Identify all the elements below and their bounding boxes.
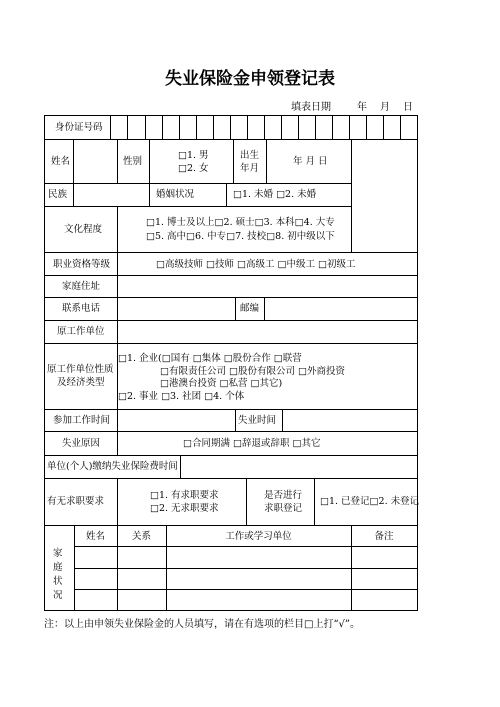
form-title: 失业保险金申领登记表 <box>165 69 335 89</box>
family-header-relation: 关系 <box>131 531 151 542</box>
gender-label: 性别 <box>123 156 143 167</box>
job-request-yes-option[interactable]: □1. 有求职要求 <box>150 490 219 501</box>
phone-label: 联系电话 <box>62 303 101 314</box>
footnote: 注：以上由申领失业保险金的人员填写，请在有选项的栏目□上打“√”。 <box>44 619 361 630</box>
family-label-char3: 状 <box>53 576 63 587</box>
fill-date-month: 月 <box>380 102 390 113</box>
family-header-note: 备注 <box>374 531 394 542</box>
address-label: 家庭住址 <box>62 281 101 292</box>
registration-label-line2: 求职登记 <box>264 503 303 514</box>
id-number-label: 身份证号码 <box>55 122 103 133</box>
employer-nature-row2[interactable]: □有限责任公司 □股份有限公司 □外商投资 <box>160 366 345 377</box>
fill-date-label: 填表日期 <box>291 102 331 113</box>
family-label-char2: 庭 <box>53 562 63 573</box>
gender-male-option[interactable]: □1. 男 <box>178 150 209 161</box>
qualification-options[interactable]: □高级技师 □技师 □高级工 □中级工 □初级工 <box>156 259 356 270</box>
family-label-char1: 家 <box>53 548 63 559</box>
education-options-line1[interactable]: □1. 博士及以上□2. 硕士□3. 本科□4. 大专 <box>146 217 335 228</box>
family-label-char4: 况 <box>53 590 63 601</box>
registration-label-line1: 是否进行 <box>264 490 303 501</box>
insurance-time-label: 单位(个人)缴纳失业保险费时间 <box>47 461 178 472</box>
job-request-label: 有无求职要求 <box>47 496 105 507</box>
employer-nature-label-line1: 原工作单位性质 <box>47 364 114 375</box>
unemploy-reason-label: 失业原因 <box>62 438 101 449</box>
name-label: 姓名 <box>51 156 71 167</box>
original-employer-label: 原工作单位 <box>57 326 105 337</box>
employer-nature-row1[interactable]: □1. 企业(□国有 □集体 □股份合作 □联营 <box>118 353 302 364</box>
employer-nature-label-line2: 及经济类型 <box>57 377 105 388</box>
birth-label-line2: 年月 <box>240 163 260 174</box>
education-options-line2[interactable]: □5. 高中□6. 中专□7. 技校□8. 初中级以下 <box>146 231 335 242</box>
birth-date-field[interactable]: 年 月 日 <box>293 156 328 167</box>
qualification-label: 职业资格等级 <box>53 259 111 270</box>
birth-label-line1: 出生 <box>240 150 260 161</box>
family-header-name: 姓名 <box>85 531 105 542</box>
ethnicity-label: 民族 <box>48 189 68 200</box>
unemploy-time-label: 失业时间 <box>238 415 277 426</box>
employer-nature-row4[interactable]: □2. 事业 □3. 社团 □4. 个体 <box>118 391 245 402</box>
postcode-label: 邮编 <box>240 303 260 314</box>
unemploy-reason-options[interactable]: □合同期满 □辞退或辞职 □其它 <box>183 438 321 449</box>
registration-options[interactable]: □1. 已登记□2. 未登记 <box>320 496 420 507</box>
employer-nature-row3[interactable]: □港澳台投资 □私营 □其它) <box>160 378 283 389</box>
fill-date-day: 日 <box>403 102 413 113</box>
job-request-no-option[interactable]: □2. 无求职要求 <box>150 503 219 514</box>
gender-female-option[interactable]: □2. 女 <box>178 163 209 174</box>
start-work-label: 参加工作时间 <box>53 415 111 426</box>
marital-label: 婚姻状况 <box>156 189 195 200</box>
fill-date-year: 年 <box>357 102 367 113</box>
marital-options[interactable]: □1. 未婚 □2. 未婚 <box>233 189 317 200</box>
family-header-unit: 工作或学习单位 <box>225 531 292 542</box>
education-label: 文化程度 <box>64 224 103 235</box>
